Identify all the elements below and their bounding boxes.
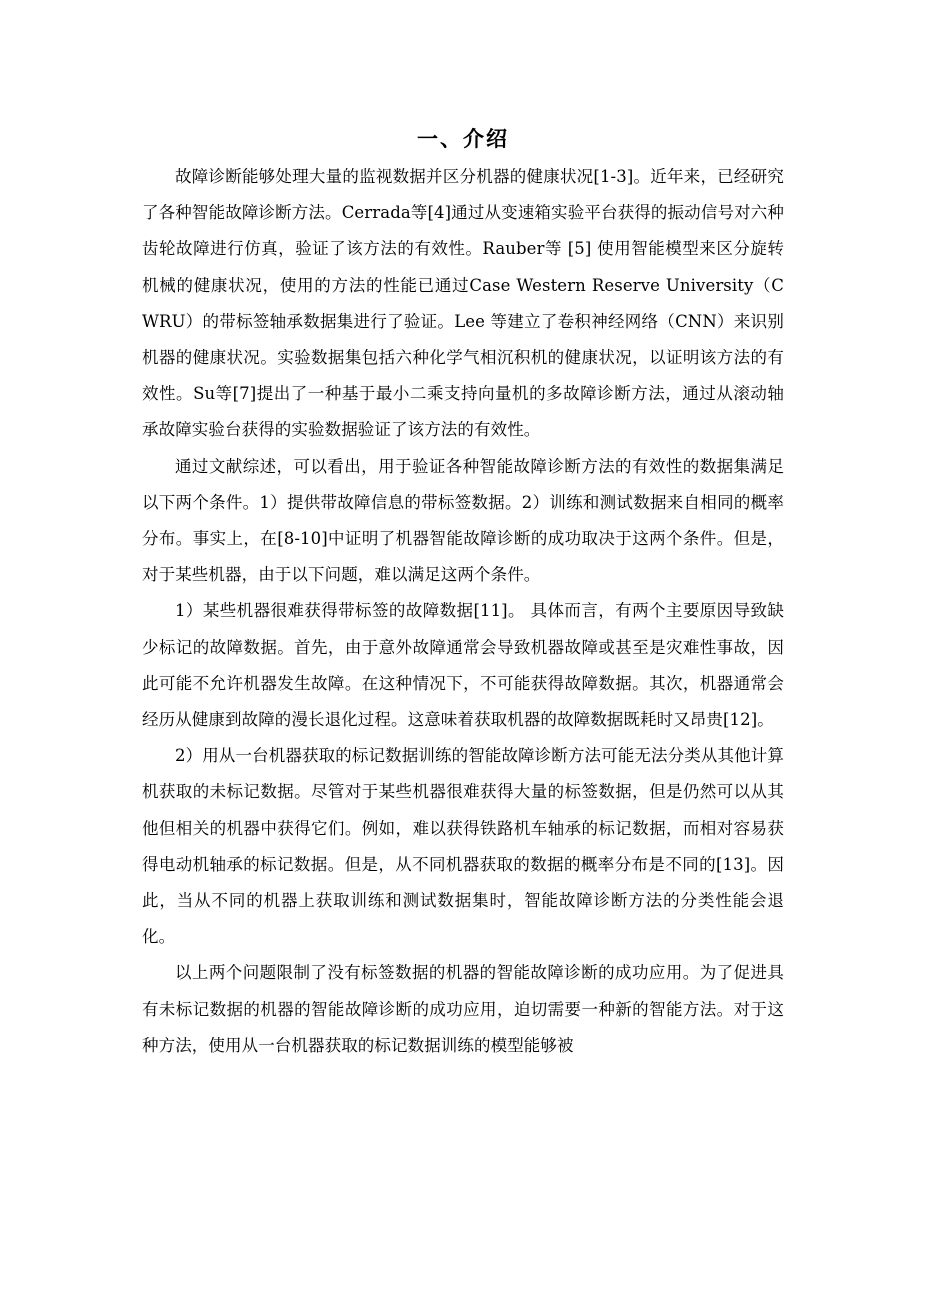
paragraph-3: 1）某些机器很难获得带标签的故障数据[11]。 具体而言，有两个主要原因导致缺少标记的故障数据。首先，由于意外故障通常会导致机器故障或甚至是灾难性事故，因此可能不允许机器发生故障。在这种情况下，不可能获得故障数据。其次，机器通常会经历从健康到故障的漫长退化过程。这意味着获取机器的故障数据既耗时又昂贵[12]。 bbox=[142, 601, 784, 730]
paragraph-4: 2）用从一台机器获取的标记数据训练的智能故障诊断方法可能无法分类从其他计算机获取的未标记数据。尽管对于某些机器很难获得大量的标签数据，但是仍然可以从其他但相关的机器中获得它们。例如，难以获得铁路机车轴承的标记数据，而相对容易获得电动机轴承的标记数据。但是，从不同机器获取的数据的概率分布是不同的[13]。因此，当从不同的机器上获取训练和测试数据集时，智能故障诊断方法的分类性能会退化。 bbox=[142, 746, 784, 947]
paragraph-2: 通过文献综述，可以看出，用于验证各种智能故障诊断方法的有效性的数据集满足以下两个条件。1）提供带故障信息的带标签数据。2）训练和测试数据来自相同的概率分布。事实上，在[8-10]中证明了机器智能故障诊断的成功取决于这两个条件。但是，对于某些机器，由于以下问题，难以满足这两个条件。 bbox=[142, 456, 784, 585]
paragraph-5: 以上两个问题限制了没有标签数据的机器的智能故障诊断的成功应用。为了促进具有未标记数据的机器的智能故障诊断的成功应用，迫切需要一种新的智能方法。对于这种方法，使用从一台机器获取的标记数据训练的模型能够被 bbox=[142, 963, 784, 1055]
body-text bbox=[142, 159, 784, 1064]
section-title: 一、介绍 bbox=[417, 126, 509, 151]
paragraph-1: 故障诊断能够处理大量的监视数据并区分机器的健康状况[1-3]。近年来，已经研究了各种智能故障诊断方法。Cerrada等[4]通过从变速箱实验平台获得的振动信号对六种齿轮故障进行仿真，验证了该方法的有效性。Rauber等 [5] 使用智能模型来区分旋转机械的健康状况，使用的方法的性能已通过Case Western Reserve University（CWRU）的带标签轴承数据集进行了验证。Lee 等建立了卷积神经网络（CNN）来识别机器的健康状况。实验数据集包括六种化学气相沉积机的健康状况，以证明该方法的有效性。Su等[7]提出了一种基于最小二乘支持向量机的多故障诊断方法，通过从滚动轴承故障实验台获得的实验数据验证了该方法的有效性。 bbox=[142, 167, 784, 440]
